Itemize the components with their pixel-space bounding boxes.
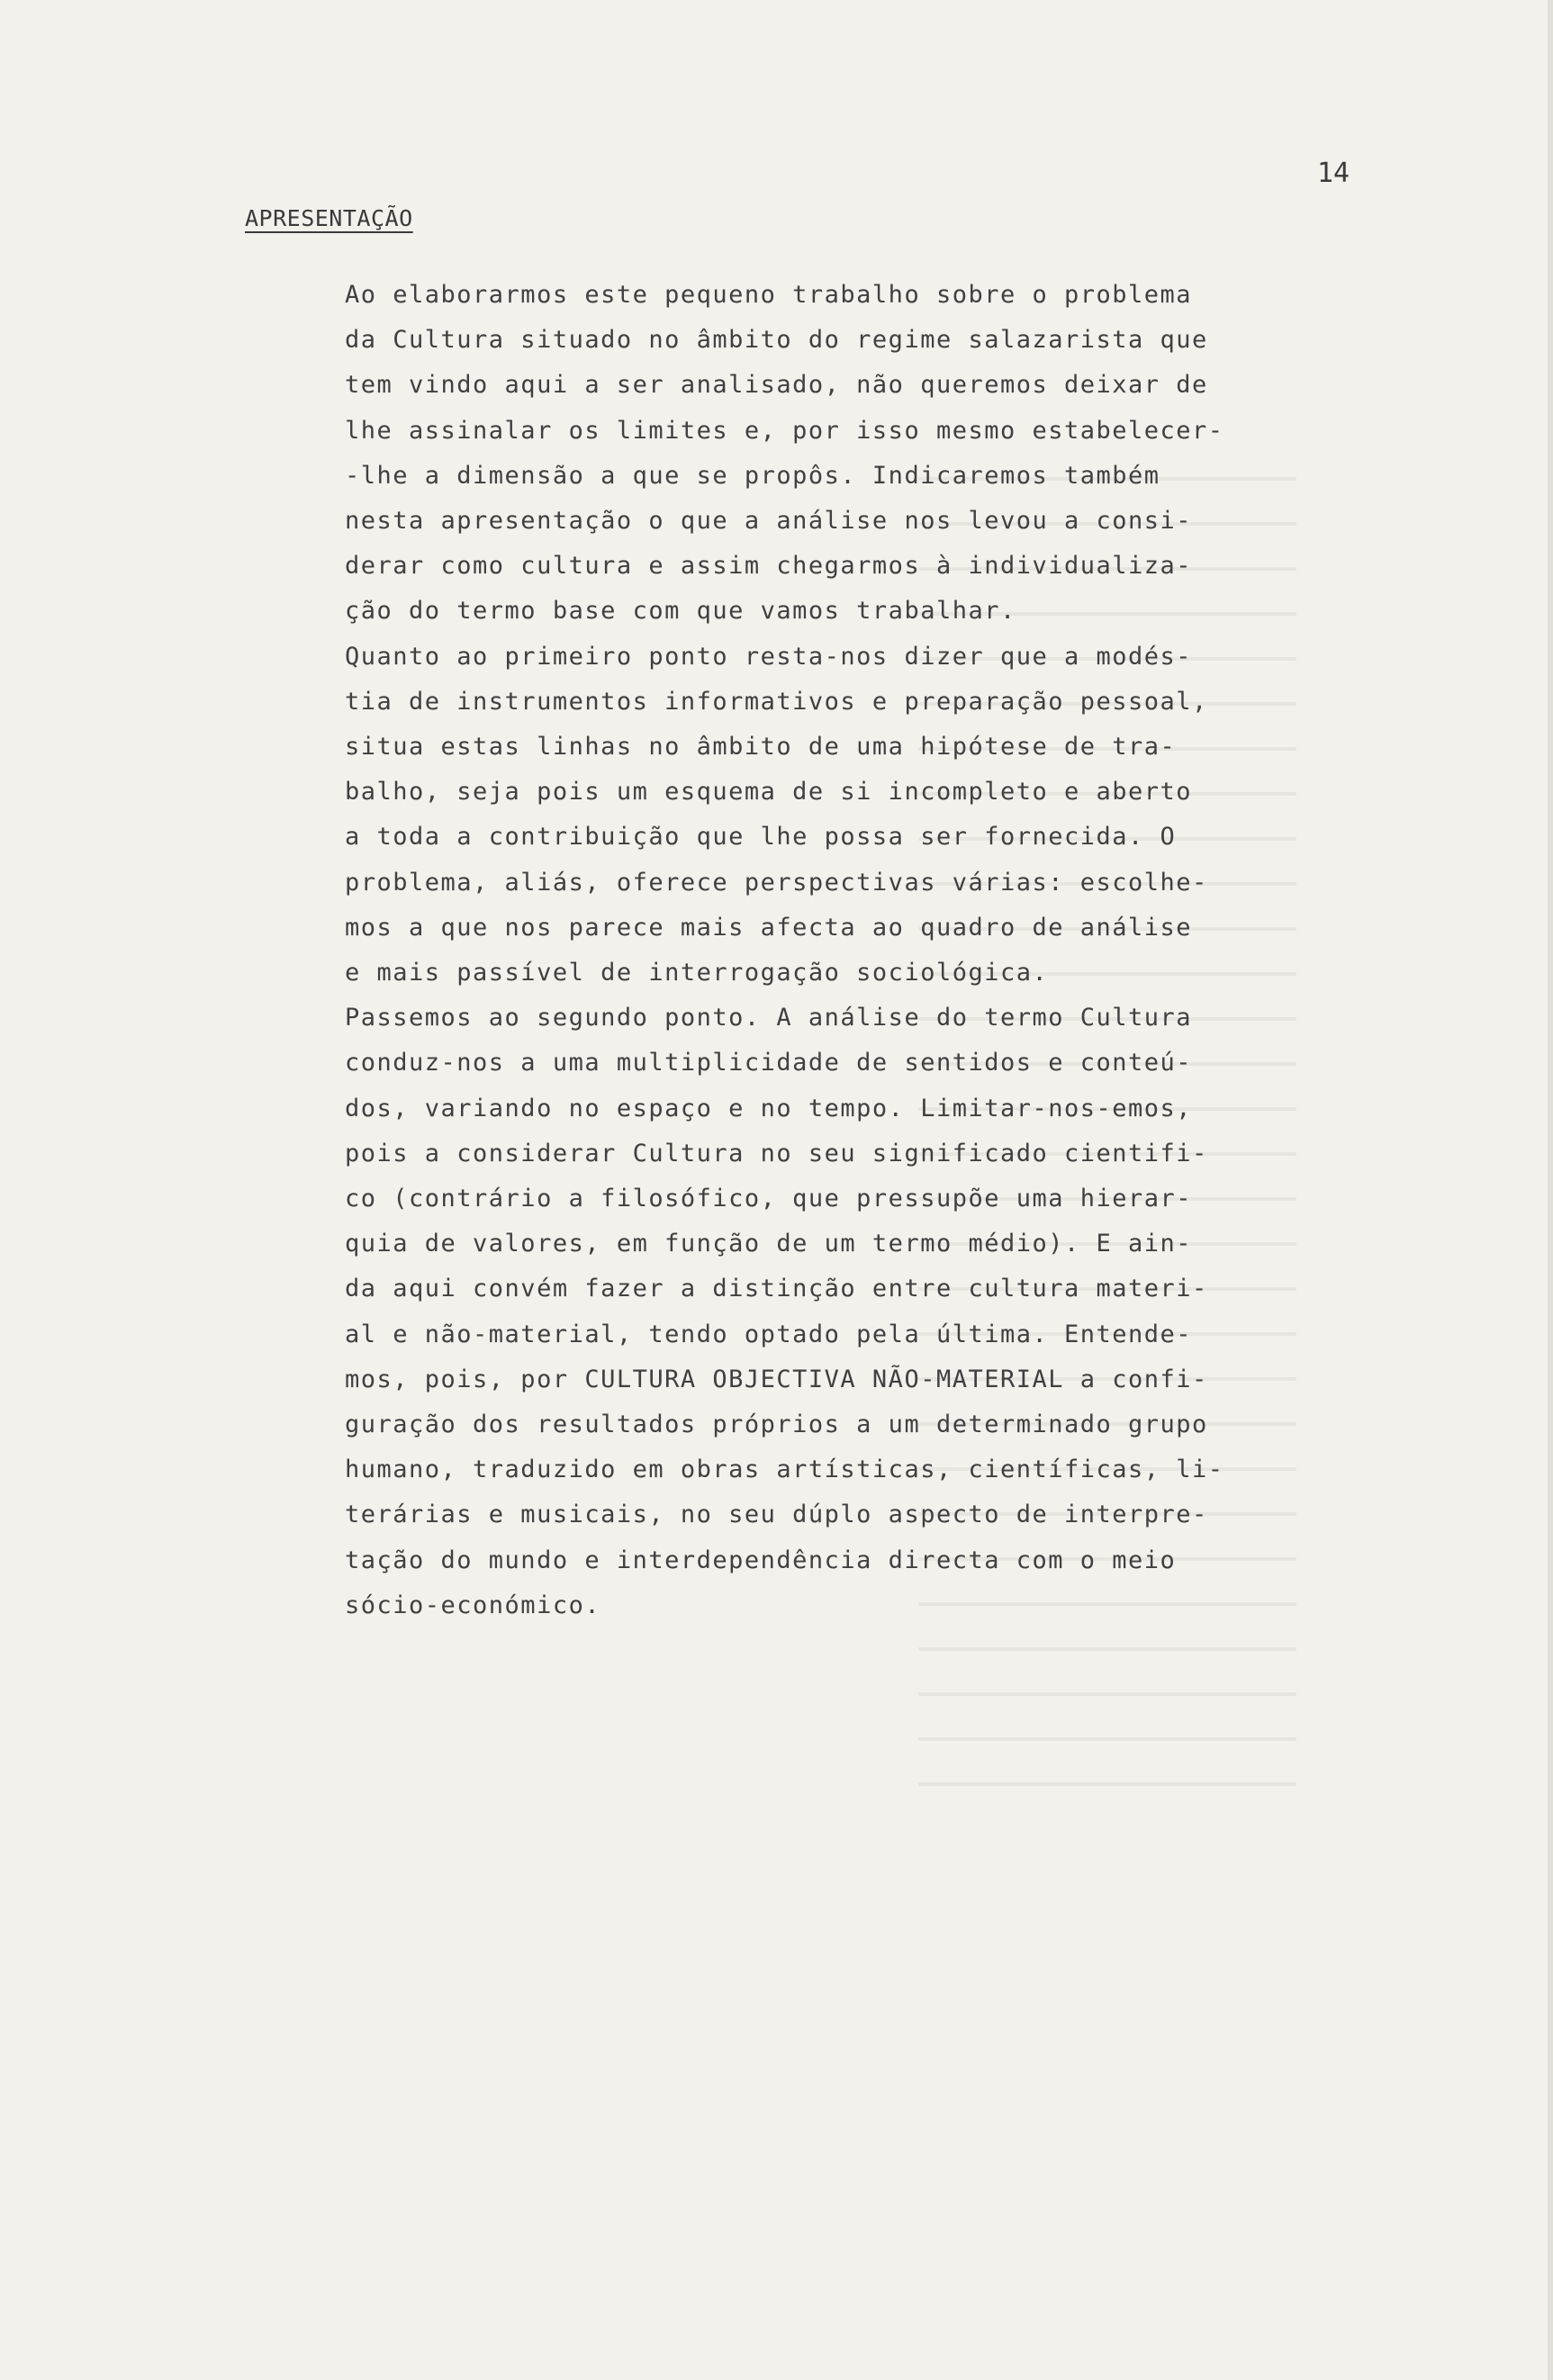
text-line: quia de valores, em função de um termo médio). E ain- — [345, 1230, 1193, 1258]
text-line: tação do mundo e interdependência directa com o meio — [345, 1546, 1177, 1574]
page-number: 14 — [1317, 158, 1350, 189]
text-line: al e não-material, tendo optado pela última. Entende- — [345, 1320, 1193, 1348]
text-line: Quanto ao primeiro ponto resta-nos dizer que a modés- — [345, 642, 1193, 671]
text-line: da aqui convém fazer a distinção entre cultura materi- — [345, 1275, 1208, 1303]
text-line: situa estas linhas no âmbito de uma hipótese de tra- — [345, 733, 1177, 762]
text-line: Ao elaborarmos este pequeno trabalho sobre o problema — [345, 281, 1193, 309]
text-line: -lhe a dimensão a que se propôs. Indicaremos também — [345, 461, 1160, 490]
text-line: pois a considerar Cultura no seu significado cientifi- — [345, 1139, 1208, 1167]
text-line: terárias e musicais, no seu dúplo aspecto de interpre- — [345, 1501, 1208, 1529]
text-line: problema, aliás, oferece perspectivas várias: escolhe- — [345, 868, 1208, 897]
section-heading: APRESENTAÇÃO — [245, 205, 413, 231]
text-line: sócio-económico. — [345, 1591, 601, 1619]
text-line: lhe assinalar os limites e, por isso mesmo estabelecer- — [345, 416, 1224, 445]
body-text — [345, 273, 1331, 1628]
text-line: dos, variando no espaço e no tempo. Limitar-nos-emos, — [345, 1094, 1193, 1122]
text-line: humano, traduzido em obras artísticas, científicas, li- — [345, 1456, 1224, 1484]
text-line: mos a que nos parece mais afecta ao quadro de análise — [345, 913, 1193, 942]
text-line: da Cultura situado no âmbito do regime salazarista que — [345, 326, 1208, 355]
text-line: balho, seja pois um esquema de si incompleto e aberto — [345, 778, 1193, 807]
text-line: conduz-nos a uma multiplicidade de sentidos e conteú- — [345, 1049, 1193, 1077]
text-line: e mais passível de interrogação sociológica. — [345, 959, 1049, 987]
text-line: a toda a contribuição que lhe possa ser fornecida. O — [345, 823, 1177, 852]
text-line: co (contrário a filosófico, que pressupõe uma hierar- — [345, 1185, 1193, 1213]
text-line: ção do termo base com que vamos trabalhar. — [345, 597, 1016, 626]
text-line: guração dos resultados próprios a um determinado grupo — [345, 1411, 1208, 1439]
text-line: Passemos ao segundo ponto. A análise do termo Cultura — [345, 1004, 1193, 1032]
text-line: mos, pois, por CULTURA OBJECTIVA NÃO-MATERIAL a confi- — [345, 1365, 1208, 1393]
text-line: nesta apresentação o que a análise nos levou a consi- — [345, 507, 1193, 536]
text-line: tia de instrumentos informativos e preparação pessoal, — [345, 687, 1208, 716]
text-line: derar como cultura e assim chegarmos à individualiza- — [345, 552, 1193, 581]
text-line: tem vindo aqui a ser analisado, não queremos deixar de — [345, 371, 1208, 400]
